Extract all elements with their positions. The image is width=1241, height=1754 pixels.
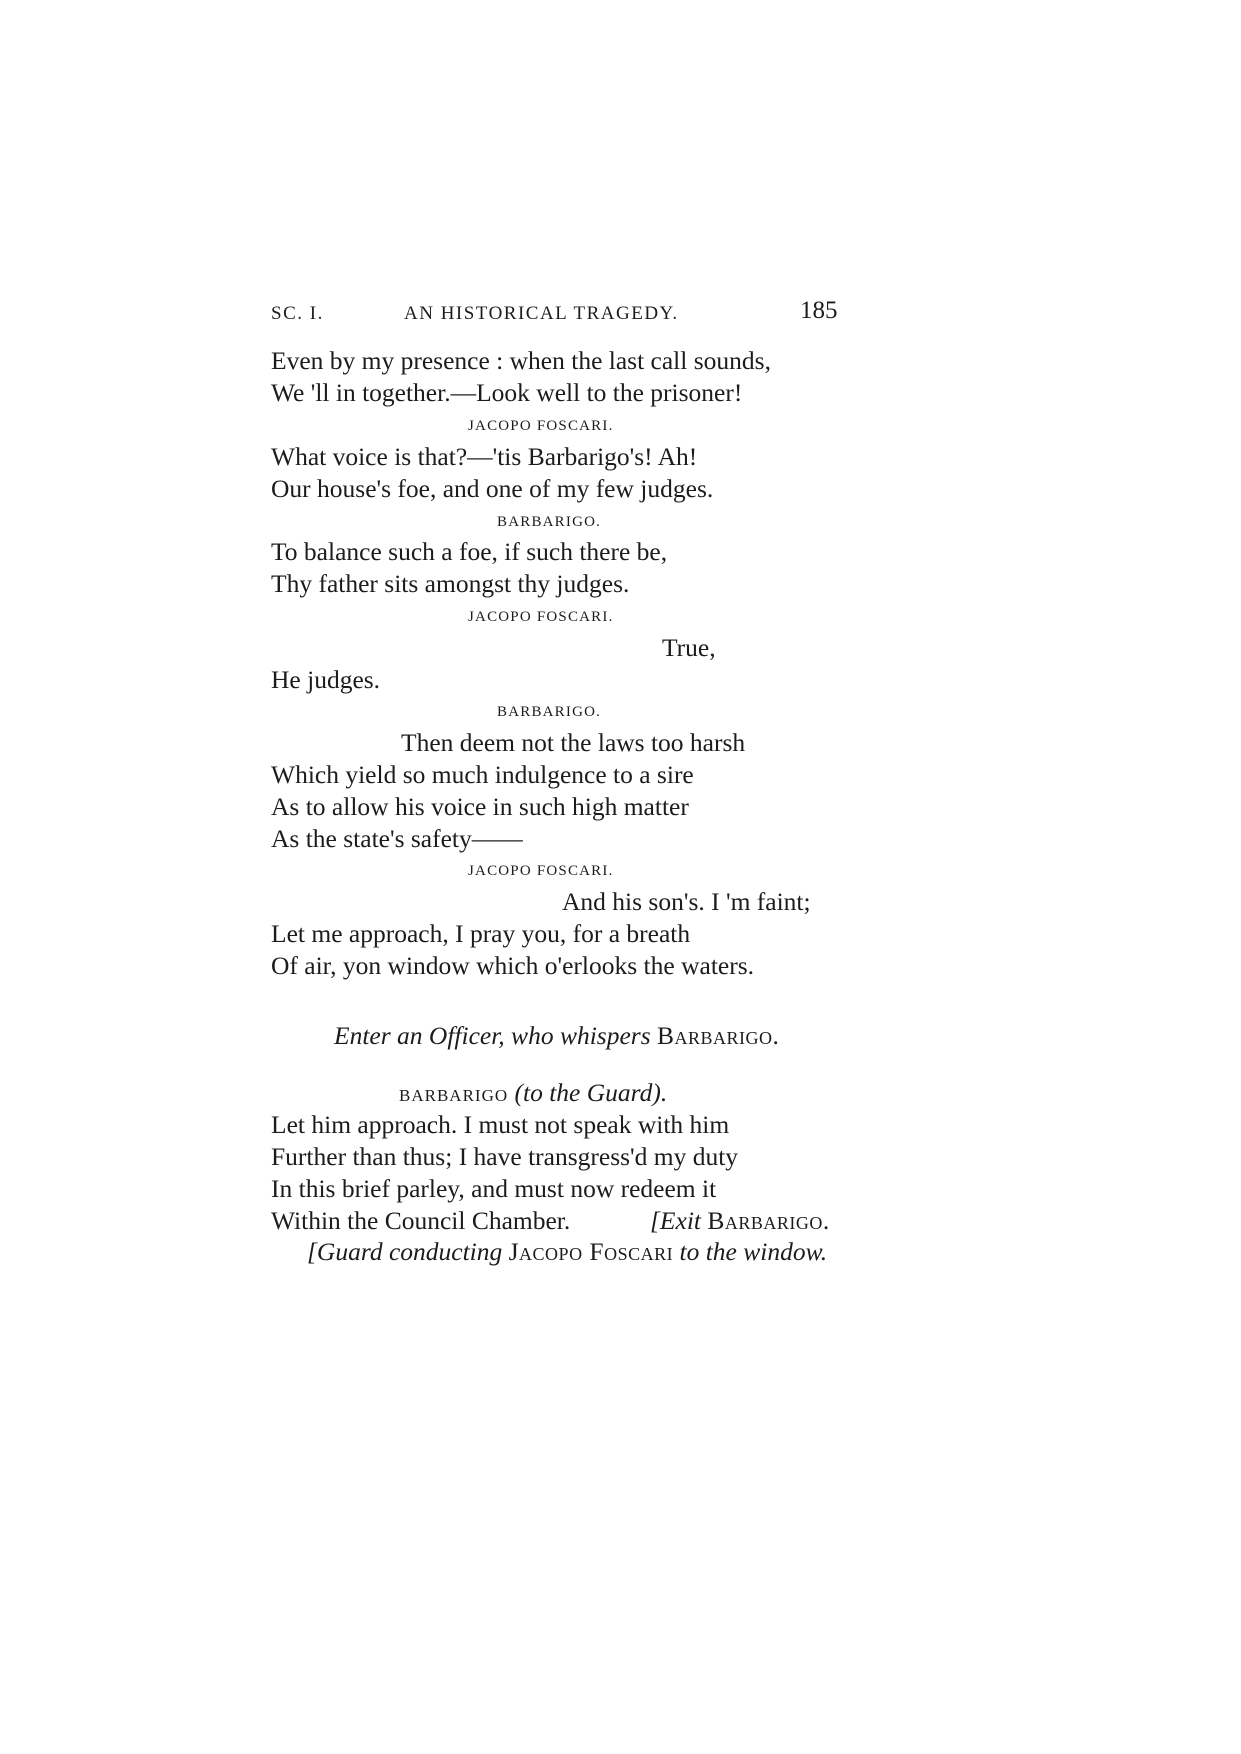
speaker-name: JACOPO FOSCARI.: [468, 609, 614, 625]
verse-line: In this brief parley, and must now redeem it: [271, 1174, 717, 1203]
verse-line: Let me approach, I pray you, for a breath: [271, 919, 691, 948]
stage-direction-character: Jacopo Foscari: [508, 1237, 674, 1266]
verse-line: Let him approach. I must not speak with him: [271, 1110, 730, 1139]
exit-text: [Exit: [650, 1206, 701, 1235]
verse-line: Then deem not the laws too harsh: [401, 728, 746, 757]
stage-direction: [334, 1021, 779, 1051]
running-head-title: AN HISTORICAL TRAGEDY.: [404, 303, 679, 324]
verse-line: What voice is that?—'tis Barbarigo's! Ah!: [271, 442, 698, 471]
stage-direction-character: Barbarigo.: [657, 1021, 780, 1050]
speaker-name: BARBARIGO: [399, 1086, 509, 1105]
exit-direction: [650, 1206, 830, 1236]
stage-direction-text: Enter an Officer, who whispers: [334, 1021, 651, 1050]
speaker-name: JACOPO FOSCARI.: [468, 863, 614, 879]
verse-line: Thy father sits amongst thy judges.: [271, 569, 630, 598]
page-number: 185: [800, 297, 838, 324]
verse-line: True,: [662, 633, 716, 662]
verse-line: Even by my presence : when the last call sounds,: [271, 346, 771, 375]
verse-line: To balance such a foe, if such there be,: [271, 537, 668, 566]
running-head-scene: SC. I.: [271, 303, 324, 324]
verse-line: Our house's foe, and one of my few judges.: [271, 474, 714, 503]
stage-direction: [307, 1237, 827, 1267]
exit-character: Barbarigo.: [707, 1206, 830, 1235]
speaker-direction: (to the Guard).: [514, 1078, 668, 1107]
stage-direction-text: to the window.: [679, 1237, 828, 1266]
speaker-name: JACOPO FOSCARI.: [468, 418, 614, 434]
speaker-name: BARBARIGO.: [497, 514, 602, 530]
verse-line: Within the Council Chamber.: [271, 1206, 571, 1235]
verse-line: Which yield so much indulgence to a sire: [271, 760, 694, 789]
verse-line: Further than thus; I have transgress'd my duty: [271, 1142, 739, 1171]
verse-line: As to allow his voice in such high matter: [271, 792, 689, 821]
verse-line: Of air, yon window which o'erlooks the waters.: [271, 951, 755, 980]
speaker-heading: [399, 1078, 667, 1111]
verse-line: We 'll in together.—Look well to the prisoner!: [271, 378, 743, 407]
speaker-name: BARBARIGO.: [497, 704, 602, 720]
stage-direction-text: [Guard conducting: [307, 1237, 503, 1266]
verse-line: As the state's safety——: [271, 824, 523, 853]
verse-line: He judges.: [271, 665, 381, 694]
verse-line: And his son's. I 'm faint;: [562, 887, 811, 916]
